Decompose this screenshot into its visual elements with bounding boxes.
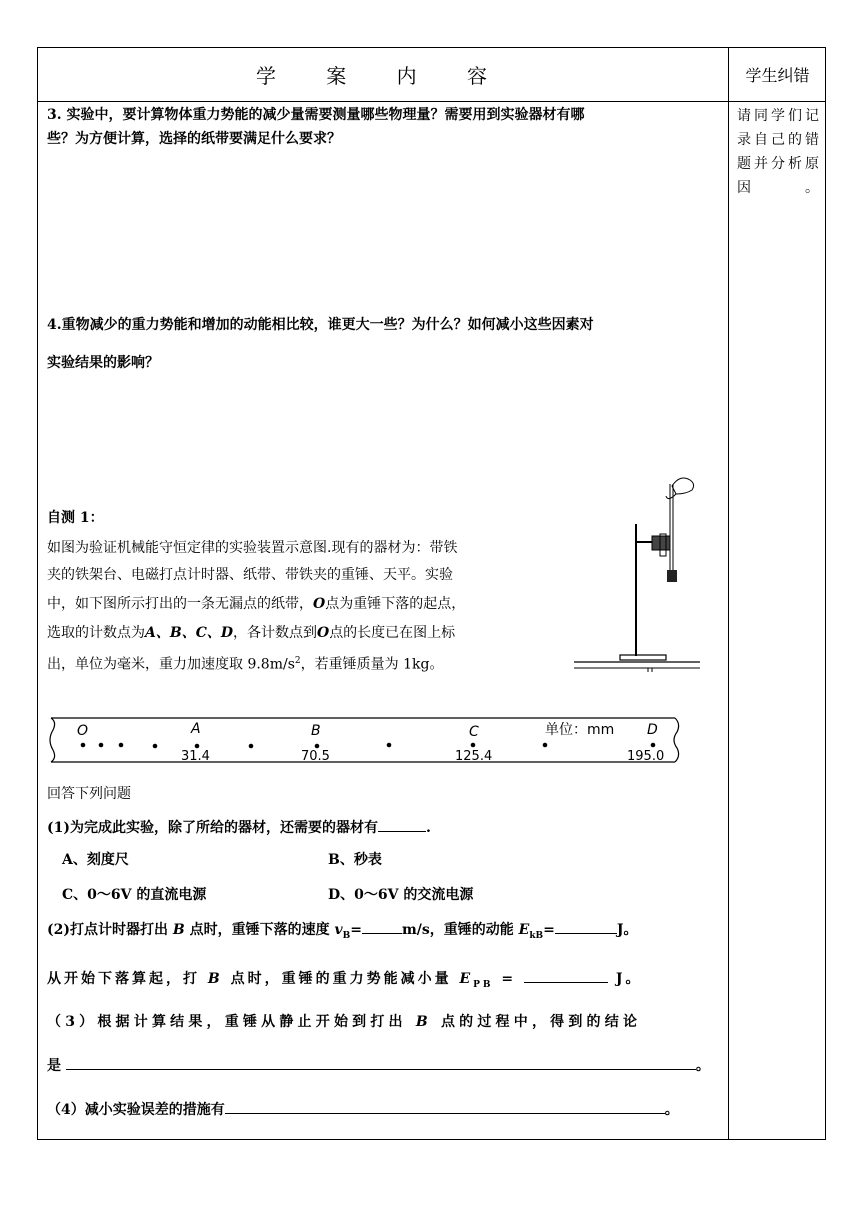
side-note: 请同学们记录自己的错题并分析原因。 — [737, 108, 819, 196]
question-2-line2: 从开始下落算起，打 B 点时，重锤的重力势能减小量 $E_{PB} = J$。 — [47, 966, 643, 996]
option-d: D、0～6V 的交流电源 — [328, 887, 474, 903]
self-test-line4: 选取的计数点为A、B、C、D，各计数点到O点的长度已在图上标 — [47, 625, 456, 641]
tape-unit-label: 单位：mm — [545, 722, 615, 738]
option-c: C、0～6V 的直流电源 — [62, 887, 207, 903]
tape-label-C: C — [469, 724, 479, 740]
q3-line1: 3. 实验中，要计算物体重力势能的减少量需要测量哪些物理量？需要用到实验器材有哪 — [47, 107, 585, 123]
self-test-title: 自测 1： — [47, 510, 104, 526]
self-test-line1: 如图为验证机械能守恒定律的实验装置示意图.现有的器材为：带铁 — [47, 540, 458, 556]
paper-tape-figure — [45, 712, 685, 766]
header-divider — [37, 101, 826, 102]
self-test-line3: 中，如下图所示打出的一条无漏点的纸带，O点为重锤下落的起点， — [47, 596, 466, 612]
tape-value-C: 125.4 — [455, 749, 493, 764]
header-title: 学 案 内 容 — [255, 63, 510, 88]
ekb-answer-blank[interactable] — [555, 917, 617, 934]
option-a: A、刻度尺 — [62, 852, 129, 868]
tape-label-B: B — [311, 723, 321, 739]
tape-label-O: O — [77, 723, 89, 739]
paper-tape — [45, 712, 685, 766]
q1-answer-blank[interactable] — [378, 815, 426, 832]
question-2-line1: (2)打点计时器打出 B 点时，重锤下落的速度 $v_B= m/s$，重锤的动能 $E_{kB}= J$。 — [47, 917, 638, 947]
question-3-line2: 是 。 — [47, 1053, 710, 1077]
q3-line2: 些？为方便计算，选择的纸带要满足什么要求？ — [47, 131, 341, 147]
self-test-line5: 出，单位为毫米，重力加速度取 $9.8m/s^2$，若重锤质量为 1kg。 — [47, 656, 444, 673]
tape-label-D: D — [647, 722, 658, 738]
measures-answer-blank[interactable] — [225, 1097, 665, 1114]
column-divider — [728, 47, 729, 1140]
q4-line2: 实验结果的影响？ — [47, 355, 159, 371]
q4-line1: 4.重物减少的重力势能和增加的动能相比较，谁更大一些？为什么？如何减小这些因素对 — [47, 317, 594, 333]
conclusion-answer-blank[interactable] — [66, 1053, 696, 1070]
iron-stand-icon — [572, 472, 702, 672]
tape-value-A: 31.4 — [181, 749, 210, 764]
header-side-title: 学生纠错 — [745, 65, 810, 85]
tape-value-B: 70.5 — [301, 749, 330, 764]
question-3-line1: （3）根据计算结果，重锤从静止开始到打出 B 点的过程中，得到的结论 — [47, 1014, 642, 1030]
question-1: (1)为完成此实验，除了所给的器材，还需要的器材有 . — [47, 815, 431, 839]
questions-intro: 回答下列问题 — [47, 786, 131, 802]
self-test-line2: 夹的铁架台、电磁打点计时器、纸带、带铁夹的重锤、天平。实验 — [47, 567, 453, 583]
option-b: B、秒表 — [328, 852, 382, 868]
epb-answer-blank[interactable] — [524, 966, 608, 983]
vb-answer-blank[interactable] — [362, 917, 402, 934]
tape-label-A: A — [191, 721, 201, 737]
tape-value-D: 195.0 — [627, 749, 665, 764]
apparatus-illustration — [572, 472, 702, 672]
question-4: （4）减小实验误差的措施有 。 — [47, 1097, 679, 1121]
